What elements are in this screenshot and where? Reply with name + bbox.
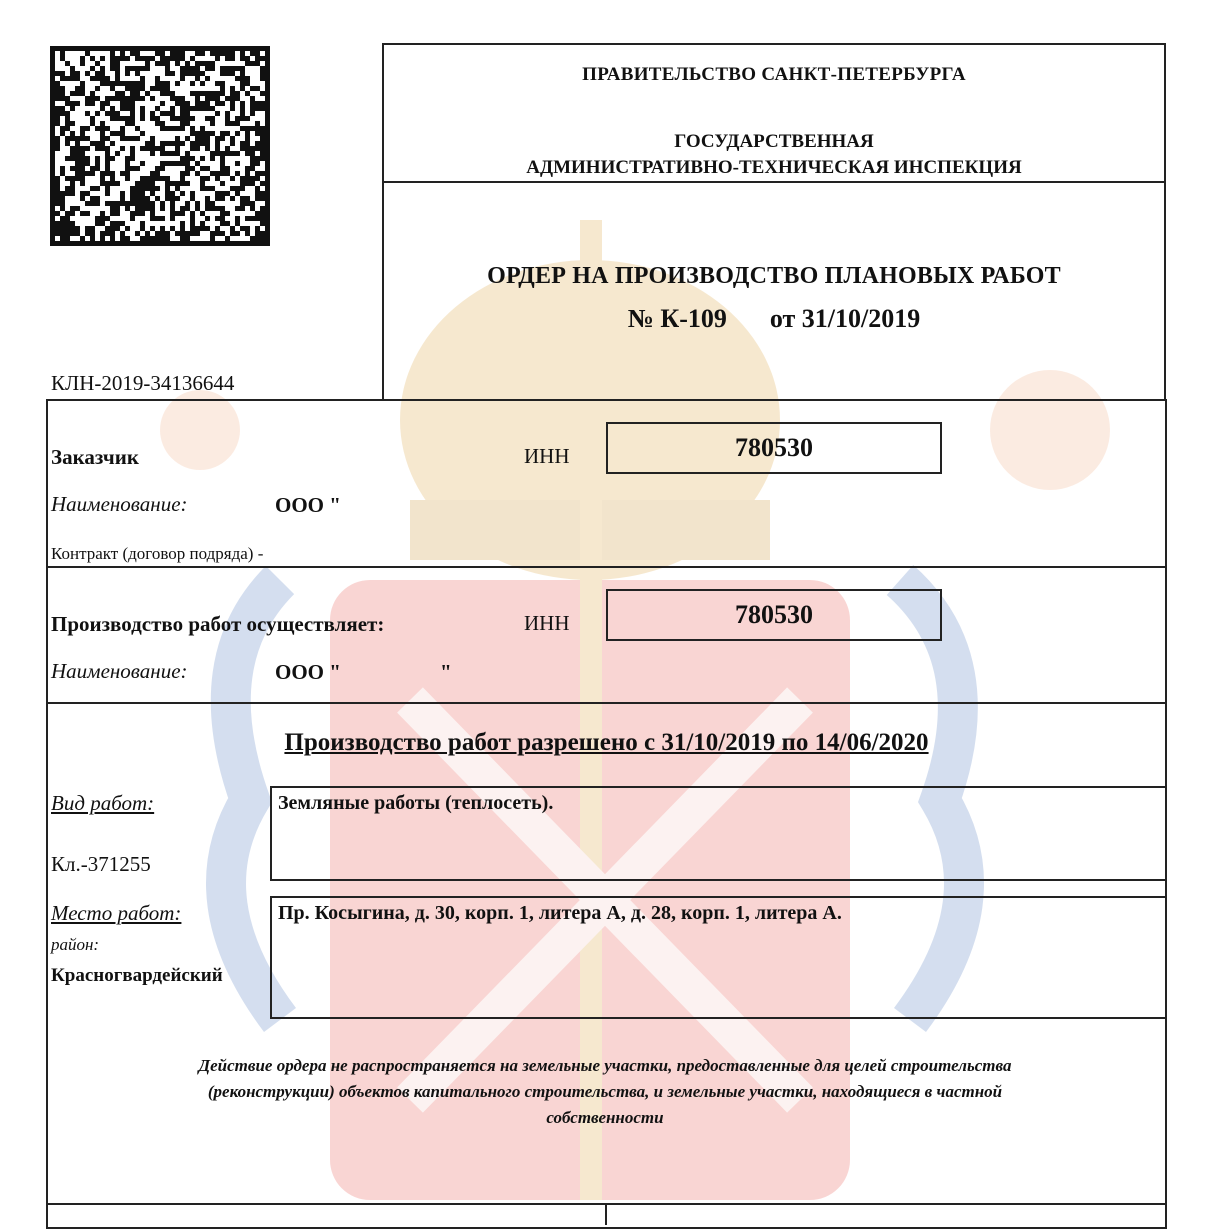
work-place-label: Место работ: — [51, 901, 182, 925]
contract-label: Контракт (договор подряда) - — [51, 544, 264, 563]
customer-inn-value: 780530 — [606, 422, 942, 474]
district-value: Красногвардейский — [51, 965, 223, 986]
inspection-name-line2: АДМИНИСТРАТИВНО-ТЕХНИЧЕСКАЯ ИНСПЕКЦИЯ — [526, 157, 1022, 178]
order-note — [90, 1053, 1120, 1131]
work-class-code: Кл.-371255 — [51, 852, 151, 876]
bottom-cell-divider — [605, 1205, 607, 1225]
customer-name-label: Наименование: — [51, 492, 188, 516]
work-type-value: Земляные работы (теплосеть). — [278, 792, 554, 814]
work-type-box — [270, 786, 1167, 881]
header-box — [382, 43, 1166, 399]
order-date: от 31/10/2019 — [769, 304, 921, 333]
customer-label: Заказчик — [51, 445, 139, 469]
order-number: № К-109 — [627, 304, 727, 333]
work-place-box — [270, 896, 1167, 1019]
contractor-name-value: ООО " — [275, 660, 341, 684]
work-type-label: Вид работ: — [51, 791, 155, 815]
contractor-name-quote: " — [440, 660, 452, 684]
qr-code — [50, 46, 270, 246]
customer-section-divider — [46, 566, 1167, 568]
contractor-section-divider — [46, 702, 1167, 704]
work-place-value: Пр. Косыгина, д. 30, корп. 1, литера А, д. 28, корп. 1, литера А. — [278, 902, 842, 924]
order-note-line2: (реконструкции) объектов капитального строительства, и земельные участки, находящиеся в частной — [207, 1082, 1003, 1101]
header-divider — [382, 181, 1166, 183]
contractor-inn-value: 780530 — [606, 589, 942, 641]
customer-inn-label: ИНН — [524, 444, 570, 468]
contractor-inn-label: ИНН — [524, 611, 570, 635]
government-name: ПРАВИТЕЛЬСТВО САНКТ-ПЕТЕРБУРГА — [582, 64, 966, 85]
order-number-line — [382, 304, 1166, 334]
district-label: район: — [51, 935, 100, 954]
order-note-line1: Действие ордера не распространяется на земельные участки, предоставленные для целей строительства — [198, 1056, 1012, 1075]
contractor-name-label: Наименование: — [51, 659, 188, 683]
contractor-label: Производство работ осуществляет: — [51, 612, 385, 636]
order-title: ОРДЕР НА ПРОИЗВОДСТВО ПЛАНОВЫХ РАБОТ — [487, 263, 1061, 289]
customer-name-value: ООО " — [275, 493, 341, 517]
permit-period: Производство работ разрешено с 31/10/2019 по 14/06/2020 — [284, 729, 929, 756]
inspection-name-line1: ГОСУДАРСТВЕННАЯ — [674, 131, 874, 152]
registry-code: КЛН-2019-34136644 — [51, 371, 235, 395]
order-note-line3: собственности — [546, 1108, 664, 1127]
